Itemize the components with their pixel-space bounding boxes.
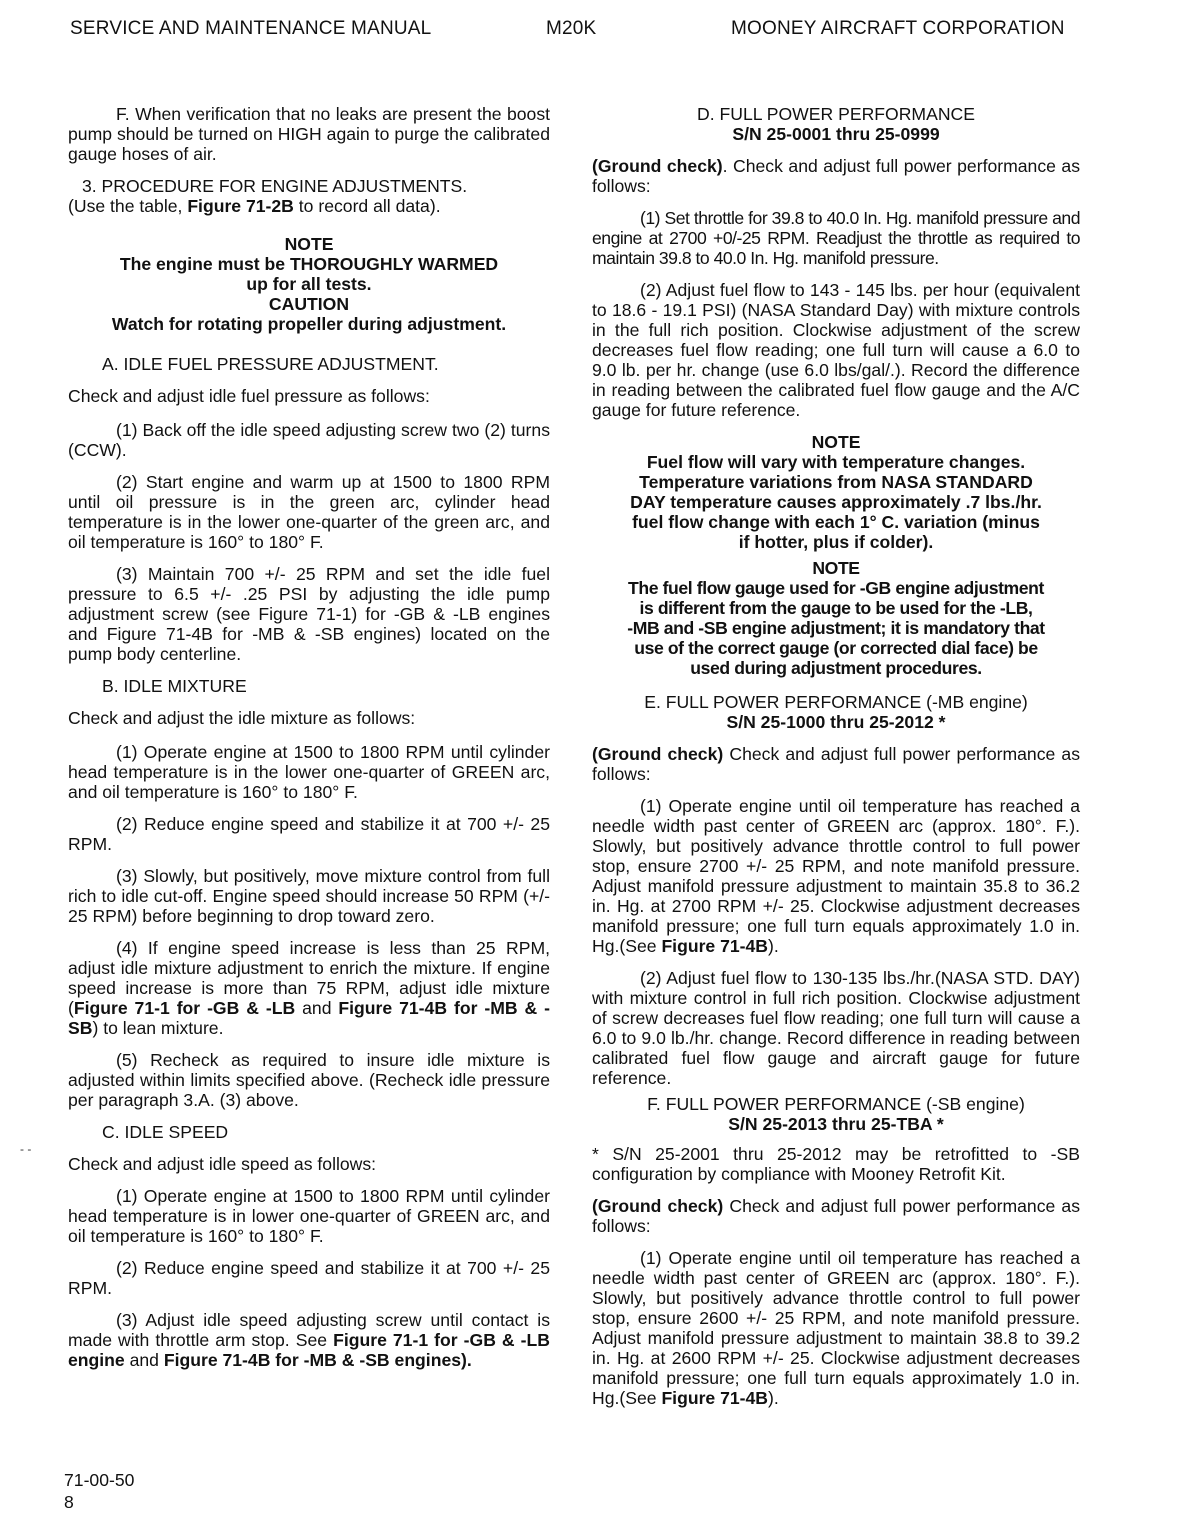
step-b2: (2) Reduce engine speed and stabilize it at 700 +/- 25 RPM.: [68, 814, 550, 854]
step-e2: (2) Adjust fuel flow to 130-135 lbs./hr.(NASA STD. DAY) with mixture control in full rich position. Clockwise adjustment of screw decreases fuel flow reading; one full turn will cause a 6.0 to 9.0 lb./hr. change. Record difference in reading between calibrated fuel flow gauge and aircraft gauge for future reference.: [592, 968, 1080, 1088]
note-title: NOTE: [811, 432, 861, 452]
section-c-title: C. IDLE SPEED: [102, 1122, 229, 1142]
note-warm: NOTE The engine must be THOROUGHLY WARMED up for all tests. CAUTION Watch for rotating propeller during adjustment.: [68, 234, 550, 334]
scan-mark: - -: [20, 1142, 32, 1156]
step-d2: (2) Adjust fuel flow to 143 - 145 lbs. per hour (equivalent to 18.6 - 19.1 PSI) (NASA Standard Day) with mixture controls in the full rich position. Clockwise adjustment of the screw decreases fuel flow reading; one full turn will cause a 6.0 to 9.0 lb. per hr. change (use 6.0 lbs/gal/.). Record the difference in reading between the calibrated fuel flow gauge and the A/C gauge for future reference.: [592, 280, 1080, 420]
section-d-heading: [592, 104, 1080, 144]
header-left: SERVICE AND MAINTENANCE MANUAL: [70, 18, 432, 39]
note-gauge: NOTE The fuel flow gauge used for -GB engine adjustment is different from the gauge to be used for the -LB, -MB and -SB engine adjustment; it is mandatory that use of the correct gauge (or corrected dial face) be used during adjustment procedures.: [592, 558, 1080, 678]
section-d-intro: (Ground check). Check and adjust full power performance as follows:: [592, 156, 1080, 196]
step-b1: (1) Operate engine at 1500 to 1800 RPM until cylinder head temperature is in the lower one-quarter of GREEN arc, and oil temperature is 160° to 180° F.: [68, 742, 550, 802]
header-right: MOONEY AIRCRAFT CORPORATION: [731, 18, 1065, 39]
section-e-sn: S/N 25-1000 thru 25-2012 *: [726, 712, 946, 732]
footer-page: 8: [64, 1492, 74, 1512]
caution-title: CAUTION: [268, 294, 350, 314]
section-e-title: E. FULL POWER PERFORMANCE (-MB engine): [644, 692, 1028, 712]
header-center: M20K: [546, 18, 597, 39]
step-f1: (1) Operate engine until oil temperature has reached a needle width past center of GREEN arc (approx. 180°. F.). Slowly, but positively advance throttle control to full power stop, ensure 2600 +/- 25 RPM, and note manifold pressure. Adjust manifold pressure adjustment to maintain 38.8 to 39.2 in. Hg. at 2600 RPM +/- 25. Clockwise adjustment decreases manifold pressure; one full turn equals approximately 1.0 in. Hg.(See Figure 71-4B).: [592, 1248, 1080, 1408]
section-f-heading: [592, 1094, 1080, 1134]
section-b-intro: Check and adjust the idle mixture as follows:: [68, 708, 416, 728]
para-f-purge: F. When verification that no leaks are present the boost pump should be turned on HIGH again to purge the calibrated gauge hoses of air.: [68, 104, 550, 164]
note-title: NOTE: [812, 558, 860, 578]
section-e-heading: [592, 692, 1080, 732]
step-a2: (2) Start engine and warm up at 1500 to 1800 RPM until oil pressure is in the green arc, cylinder head temperature is in the lower one-quarter of the green arc, and oil temperature is 160° to 180° F.: [68, 472, 550, 552]
step-b4: (4) If engine speed increase is less than 25 RPM, adjust idle mixture adjustment to enrich the mixture. If engine speed increase is more than 75 RPM, adjust idle mixture (Figure 71-1 for -GB & -LB and Figure 71-4B for -MB & -SB) to lean mixture.: [68, 938, 550, 1038]
step-a3: (3) Maintain 700 +/- 25 RPM and set the idle fuel pressure to 6.5 +/- .25 PSI by adjusting the idle pump adjustment screw (see Figure 71-1) for -GB & -LB engines and Figure 71-4B for -MB & -SB engines) located on the pump body centerline.: [68, 564, 550, 664]
section-f-title: F. FULL POWER PERFORMANCE (-SB engine): [647, 1094, 1025, 1114]
section-a-intro: Check and adjust idle fuel pressure as follows:: [68, 386, 430, 406]
step-c2: (2) Reduce engine speed and stabilize it at 700 +/- 25 RPM.: [68, 1258, 550, 1298]
step-b3: (3) Slowly, but positively, move mixture control from full rich to idle cut-off. Engine speed should increase 50 RPM (+/- 25 RPM) before beginning to drop toward zero.: [68, 866, 550, 926]
section-f-intro: (Ground check) Check and adjust full power performance as follows:: [592, 1196, 1080, 1236]
section-f-sn: S/N 25-2013 thru 25-TBA *: [728, 1114, 944, 1134]
section-c-intro: Check and adjust idle speed as follows:: [68, 1154, 377, 1174]
section-e-intro: (Ground check) Check and adjust full power performance as follows:: [592, 744, 1080, 784]
step-c1: (1) Operate engine at 1500 to 1800 RPM until cylinder head temperature is in lower one-quarter of GREEN arc, and oil temperature is 160° to 180° F.: [68, 1186, 550, 1246]
step-c3: (3) Adjust idle speed adjusting screw until contact is made with throttle arm stop. See Figure 71-1 for -GB & -LB engine and Figure 71-4B for -MB & -SB engines).: [68, 1310, 550, 1370]
step-a1: (1) Back off the idle speed adjusting screw two (2) turns (CCW).: [68, 420, 550, 460]
section-3-title: 3. PROCEDURE FOR ENGINE ADJUSTMENTS.: [82, 176, 468, 196]
note-title: NOTE: [284, 234, 334, 254]
step-b5: (5) Recheck as required to insure idle mixture is adjusted within limits specified above. (Recheck idle pressure per paragraph 3.A. (3) above.: [68, 1050, 550, 1110]
retrofit-footnote: * S/N 25-2001 thru 25-2012 may be retrofitted to -SB configuration by compliance with Mooney Retrofit Kit.: [592, 1144, 1080, 1184]
figure-ref: Figure 71-2B: [187, 196, 294, 216]
section-3: 3. PROCEDURE FOR ENGINE ADJUSTMENTS. (Use the table, Figure 71-2B to record all data).: [68, 176, 468, 216]
section-a-title: A. IDLE FUEL PRESSURE ADJUSTMENT.: [102, 354, 439, 374]
left-column: [68, 104, 550, 1382]
section-b-title: B. IDLE MIXTURE: [102, 676, 247, 696]
step-e1: (1) Operate engine until oil temperature has reached a needle width past center of GREEN arc (approx. 180°. F.). Slowly, but positively advance throttle control to full power stop, ensure 2700 +/- 25 RPM, and note manifold pressure. Adjust manifold pressure adjustment to maintain 35.8 to 36.2 in. Hg. at 2700 RPM +/- 25. Clockwise adjustment decreases manifold pressure; one full turn equals approximately 1.0 in. Hg.(See Figure 71-4B).: [592, 796, 1080, 956]
caution-text: Watch for rotating propeller during adjustment.: [111, 314, 507, 334]
step-d1: (1) Set throttle for 39.8 to 40.0 In. Hg. manifold pressure and engine at 2700 +0/-25 RPM. Readjust the throttle as required to maintain 39.8 to 40.0 In. Hg. manifold pressure.: [592, 208, 1080, 268]
right-column: [592, 104, 1080, 1420]
section-d-sn: S/N 25-0001 thru 25-0999: [732, 124, 940, 144]
note-fuel-flow: NOTE Fuel flow will vary with temperature changes. Temperature variations from NASA STANDARD DAY temperature causes approximately .7 lbs./hr. fuel flow change with each 1° C. variation (minus if hotter, plus if colder).: [592, 432, 1080, 552]
section-d-title: D. FULL POWER PERFORMANCE: [697, 104, 975, 124]
footer-code: 71-00-50: [64, 1470, 135, 1490]
